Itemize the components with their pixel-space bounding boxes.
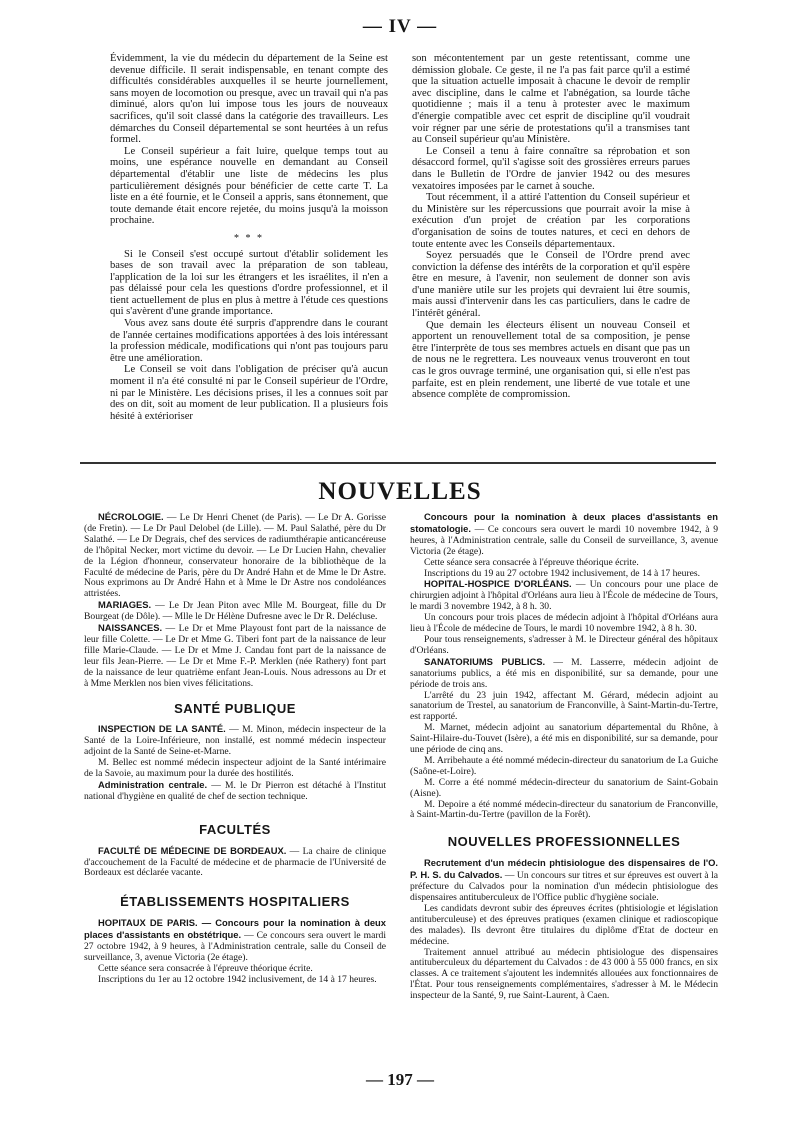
entry-keyword: INSPECTION DE LA SANTÉ. xyxy=(98,723,226,735)
paragraph: Inscriptions du 1er au 12 octobre 1942 inclusivement, de 14 à 17 heures. xyxy=(98,973,377,985)
entry-keyword: Recrutement d'un médecin phtisiologue des dispensaires de l'O. P. H. S. du Calvados. xyxy=(410,857,718,881)
paragraph: Le Conseil a tenu à faire connaître sa réprobation et son désaccord formel, qu'il s'agisse soit des grossières erreurs parues dans le Bulletin de l'Ordre de janvier 1942 ou des mesures vexatoires imposées par le carnet à souche. xyxy=(412,145,690,192)
paragraph: Vous avez sans doute été surpris d'apprendre dans le courant de l'année certaines modifications apportées à des lois intéressant la profession médicale, modifications qui n'ont pas toujours paru être une amélioration. xyxy=(110,318,388,364)
faculte-entry xyxy=(84,846,386,880)
nouvelles-title: NOUVELLES xyxy=(318,478,482,505)
paragraph: Cette séance sera consacrée à l'épreuve théorique écrite. xyxy=(424,556,639,568)
paragraph: Si le Conseil s'est occupé surtout d'établir solidement les bases de son travail avec la préparation de son tableau, l'application de la loi sur les étrangers et les israélites, il n'en a pas délaissé pour cela les questions d'ordre professionnel, et il tient actuellement de plus en plus à mettre à l'étude ces questions qui s'avèrent d'une grande importance. xyxy=(110,248,388,318)
paragraph: L'arrêté du 23 juin 1942, affectant M. Gérard, médecin adjoint au sanatorium de Trestel, au sanatorium de Franconville, à Saint-Martin-du-Tertre, est rapporté. xyxy=(410,689,718,723)
entry-keyword: NÉCROLOGIE. xyxy=(98,511,164,522)
paragraph: M. Arribehaute a été nommé médecin-directeur du sanatorium de La Guiche (Saône-et-Loire). xyxy=(410,754,718,777)
entry-text: — Le Dr Henri Chenet (de Paris). — Le Dr A. Gorisse (de Fretin). — Le Dr Paul Delobel (de Lille). — M. Paul Salathé, père du Dr Salathé. — Le Dr Degrais, chef des services de radiumthérapie anticancéreuse de l'hôpital Necker, mort victime du devoir. — Le Dr Lucien Hahn, chevalier de la Légion d'honneur, conservateur honoraire de la bibliothèque de la Faculté de médecine de Paris, père du Dr André Hahn et de Mme le Dr Astre. Nous exprimons au Dr André Hahn et à Mme le Dr Astre nos condoléances attristées. xyxy=(84,512,386,600)
paragraph: M. Bellec est nommé médecin inspecteur adjoint de la Santé intérimaire de la Savoie, au maximum pour la durée des hostilités. xyxy=(84,757,386,780)
paragraph: Le Conseil se voit dans l'obligation de préciser qu'à aucun moment il n'a été consulté ni par le Conseil supérieur de l'Ordre, ni par le Ministère. Les décisions prises, il les a connues soit par des on dit, soit au moment de leur publication. Il a plusieurs fois hésité à extérioriser xyxy=(110,364,388,422)
section-heading-sante: SANTÉ PUBLIQUE xyxy=(174,700,296,716)
entry-keyword: HOPITAUX DE PARIS. — Concours pour la nomination à deux places d'assistants en obstétrique. xyxy=(84,917,386,941)
entry-text: — M. Lasserre, médecin adjoint de sanatoriums publics, a été mis en disponibilité, sur sa demande, pour une période de trois ans. xyxy=(410,656,718,690)
paragraph: Le Conseil supérieur a fait luire, quelque temps tout au moins, une espérance nouvelle en demandant au Conseil départemental d'établir une liste de médecins les plus particulièrement désignés pour bénéficier de cette carte T. La liste en a été fournie, et le Conseil a appris, sans étonnement, que toute demande était encore rejetée, du moins jusqu'à la moisson prochaine. xyxy=(110,145,388,227)
entry-keyword: MARIAGES. xyxy=(98,599,152,611)
page-number: — 197 — xyxy=(366,1070,434,1089)
entry-text: — M. le Dr Pierron est détaché à l'Institut national d'hygiène en qualité de chef de section technique. xyxy=(84,779,386,802)
hopitaux-entry xyxy=(84,918,386,964)
paragraph: M. Depoire a été nommé médecin-directeur du sanatorium de Franconville, à Saint-Martin-du-Tertre (pavillon de la Forêt). xyxy=(410,798,718,821)
mariages-entry xyxy=(84,600,386,623)
administration-entry xyxy=(84,780,386,803)
stomato-entry xyxy=(410,512,718,558)
news-right-column xyxy=(410,512,718,1002)
paragraph: M. Marnet, médecin adjoint au sanatorium départemental du Rhône, à Saint-Hilaire-du-Touvet (Isère), a été mis en disponibilité, sur sa demande, pour une période de cinq ans. xyxy=(410,722,718,756)
section-heading-facultes: FACULTÉS xyxy=(199,821,271,837)
entry-keyword: NAISSANCES. xyxy=(98,622,163,634)
paragraph: Les candidats devront subir des épreuves écrites (phtisiologie et législation antituberculeuse) et des épreuves pratiques (examen clinique et radioscopique des malades). Ils devront être titulaires du diplôme d'Etat de docteur en médecine. xyxy=(410,902,718,947)
section-divider xyxy=(80,462,716,464)
paragraph: M. Corre a été nommé médecin-directeur du sanatorium de Saint-Gobain (Aisne). xyxy=(410,776,718,799)
entry-text: — Le Dr Jean Piton avec Mlle M. Bourgeat, fille du Dr Bourgeat (de Dôle). — Mlle le Dr Hélène Dufresne avec le Dr R. Delécluse. xyxy=(84,600,386,623)
entry-text: — M. Minon, médecin inspecteur de la Santé de la Loire-Inférieure, non installé, est nommé médecin inspecteur adjoint de la Santé de Seine-et-Marne. xyxy=(84,724,386,758)
entry-keyword: Concours pour la nomination à deux places d'assistants en stomatologie. xyxy=(410,511,718,534)
paragraph: Un concours pour trois places de médecin adjoint à l'hôpital d'Orléans aura lieu à l'École de médecine de Tours, le mardi 10 novembre 1942, à 8 h. 30. xyxy=(410,612,718,635)
entry-text: — La chaire de clinique d'accouchement de la Faculté de médecine et de pharmacie de l'Université de Bordeaux est déclarée vacante. xyxy=(84,845,386,879)
paragraph: Évidemment, la vie du médecin du département de la Seine est devenue difficile. Il serait indispensable, en tenant compte des difficultés considérables auxquelles il se heurte journellement, sans moyen de locomotion ou presque, avec un travail qui n'a pas diminué, alors qu'on lui impose tous les jours de nouveaux sacrifices, qu'il soit classé dans la catégorie des travailleurs. Les démarches du Conseil départemental se sont heurtées à un refus formel. xyxy=(110,53,388,146)
paragraph: son mécontentement par un geste retentissant, comme une démission globale. Ce geste, il ne l'a pas fait parce qu'il a estimé que la situation actuelle imposait à chacune le devoir de remplir avec discipline, dans le calme et l'abnégation, sa lourde tâche quotidienne ; mais il a tenu à protester avec le maximum d'énergie compatible avec cet esprit de discipline qu'il voudrait voir régner par une série de protestations qu'il a transmises tant au Conseil supérieur qu'au Ministère. xyxy=(412,53,690,146)
paragraph: Tout récemment, il a attiré l'attention du Conseil supérieur et du Ministère sur les répercussions que pourrait avoir la mise à exécution d'un projet de création par les corporations d'organisation de soins de toutes natures, et ceci en dehors de toute entente avec les Conseils départementaux. xyxy=(412,192,690,250)
paragraph: Cette séance sera consacrée à l'épreuve théorique écrite. xyxy=(98,962,313,974)
paragraph: Traitement annuel attribué au médecin phtisiologue des dispensaires antituberculeux du département du Calvados : de 43 000 à 55 000 francs, en six classes. A ce traitement s'ajoutent les indemnités allouées aux fonctionnaires de l'État. Pour tous renseignements complémentaires, s'adresser à M. le Médecin inspecteur de la Santé, 9, rue Saint-Laurent, à Caen. xyxy=(410,946,718,1002)
entry-text: — Un concours sur titres et sur épreuves est ouvert à la préfecture du Calvados pour la nomination d'un médecin phtisiologue des dispensaires antituberculeux de l'Office public d'hygiène sociale. xyxy=(410,870,719,903)
sanatoriums-entry xyxy=(410,657,718,691)
news-left-column xyxy=(84,512,386,986)
section-separator: * * * xyxy=(234,232,264,244)
entry-text: — Ce concours sera ouvert le mardi 27 octobre 1942, à 9 heures, à l'Administration centrale, salle du Conseil de surveillance, 3, avenue Victoria (2e étage). xyxy=(84,930,386,963)
orleans-entry xyxy=(410,579,718,613)
entry-keyword: Administration centrale. xyxy=(98,778,208,790)
paragraph: Pour tous renseignements, s'adresser à M. le Directeur général des hôpitaux d'Orléans. xyxy=(410,633,718,656)
naissances-entry xyxy=(84,623,386,689)
recrutement-entry xyxy=(410,858,718,904)
section-heading-nouvelles-professionnelles: NOUVELLES PROFESSIONNELLES xyxy=(447,834,681,850)
paragraph: Que demain les électeurs élisent un nouveau Conseil et apportent un renouvellement total de sa composition, je pense être l'interprète de tous ses membres actuels en disant que pas un de nous ne le regrettera. Les nouveaux venus trouveront en tout cas le gros ouvrage terminé, une organisation qui, si elle n'est pas parfaite, est en plein rendement, une liberté de vue totale et une absence complète de compromission. xyxy=(412,319,690,401)
top-left-column xyxy=(110,53,388,422)
page-header: — IV — xyxy=(362,16,438,37)
inspection-entry xyxy=(84,724,386,758)
section-heading-etablissements: ÉTABLISSEMENTS HOSPITALIERS xyxy=(120,894,350,910)
top-right-column xyxy=(412,53,690,401)
entry-text: — Ce concours sera ouvert le mardi 10 novembre 1942, à 9 heures, à l'Administration centrale, salle du Conseil de surveillance, 3, avenue Victoria (2e étage). xyxy=(410,523,718,557)
entry-text: — Un concours pour une place de chirurgien adjoint à l'hôpital d'Orléans aura lieu à l'École de médecine de Tours, le mardi 3 novembre 1942, à 8 h. 30. xyxy=(410,579,718,613)
paragraph: Inscriptions du 19 au 27 octobre 1942 inclusivement, de 14 à 17 heures. xyxy=(424,567,701,579)
paragraph: Soyez persuadés que le Conseil de l'Ordre prend avec conviction la défense des intérêts de la corporation et qu'il espère être en mesure, à l'avenir, non seulement de donner son avis d'une manière utile sur les projets qui devraient lui être soumis, mais aussi d'intervenir dans les cas particuliers, dans le cadre de l'intérêt général. xyxy=(412,250,690,320)
necrologie-entry xyxy=(84,512,386,600)
entry-keyword: FACULTÉ DE MÉDECINE DE BORDEAUX. xyxy=(98,844,287,856)
entry-keyword: HOPITAL-HOSPICE D'ORLÉANS. xyxy=(424,578,572,590)
entry-keyword: SANATORIUMS PUBLICS. xyxy=(424,655,546,667)
entry-text: — Le Dr et Mme Playoust font part de la naissance de leur fille Colette. — Le Dr et Mme G. Tiberi font part de la naissance de leur fille Marie-Claude. — Le Dr et Mme J. Candau font part de la naissance de leur fils Jean-Pierre. — Le Dr et Mme F.-P. Merklen (née Rathery) font part de la naissance de leur quatrième enfant Jean-Louis. Nous adressons au Dr et à Mme Merklen nos bien vives félicitations. xyxy=(84,623,386,689)
